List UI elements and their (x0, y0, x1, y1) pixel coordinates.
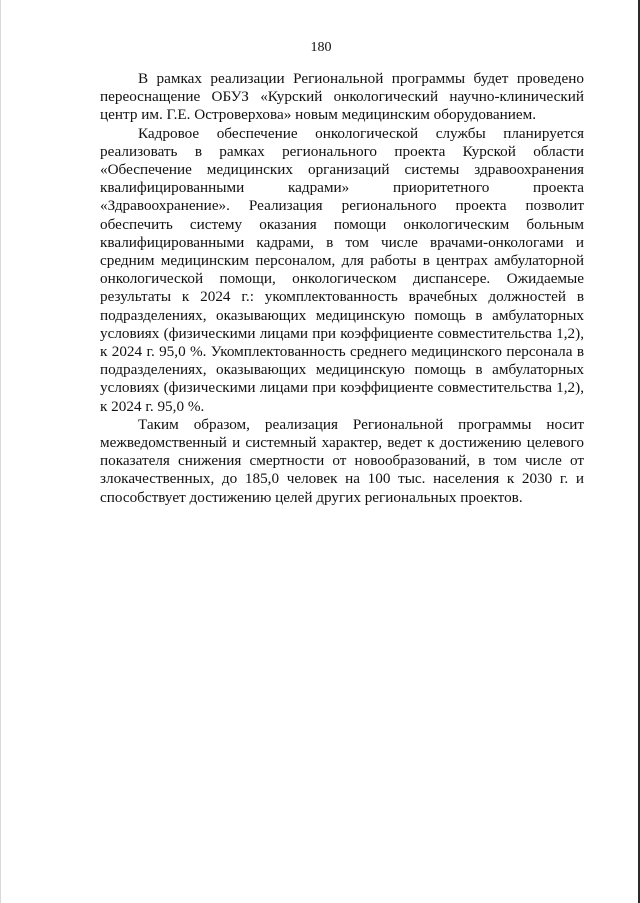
paragraph-staffing: Кадровое обеспечение онкологической службы планируется реализовать в рамках регионального проекта Курской области «Обеспечение медицинских организаций системы здравоохранения квалифицированными кадрами» приоритетного проекта «Здравоохранение». Реализация регионального проекта позволит обеспечить систему оказания помощи онкологическим больным квалифицированными кадрами, в том числе врачами-онкологами и средним медицинским персоналом, для работы в центрах амбулаторной онкологической помощи, онкологическом диспансере. Ожидаемые результаты к 2024 г.: укомплектованность врачебных должностей в подразделениях, оказывающих медицинскую помощь в амбулаторных условиях (физическими лицами при коэффициенте совместительства 1,2), к 2024 г. 95,0 %. Укомплектованность среднего медицинского персонала в подразделениях, оказывающих медицинскую помощь в амбулаторных условиях (физическими лицами при коэффициенте совместительства 1,2), к 2024 г. 95,0 %. (100, 124, 584, 415)
body-text (100, 70, 584, 507)
paragraph-equipment: В рамках реализации Региональной программы будет проведено переоснащение ОБУЗ «Курский онкологический научно-клинический центр им. Г.Е. Островерхова» новым медицинским оборудованием. (100, 70, 584, 124)
page-number: 180 (310, 40, 332, 55)
paragraph-conclusion: Таким образом, реализация Региональной программы носит межведомственный и системный характер, ведет к достижению целевого показателя снижения смертности от новообразований, в том числе от злокачественных, до 185,0 человек на 100 тыс. населения к 2030 г. и способствует достижению целей других региональных проектов. (100, 415, 584, 506)
